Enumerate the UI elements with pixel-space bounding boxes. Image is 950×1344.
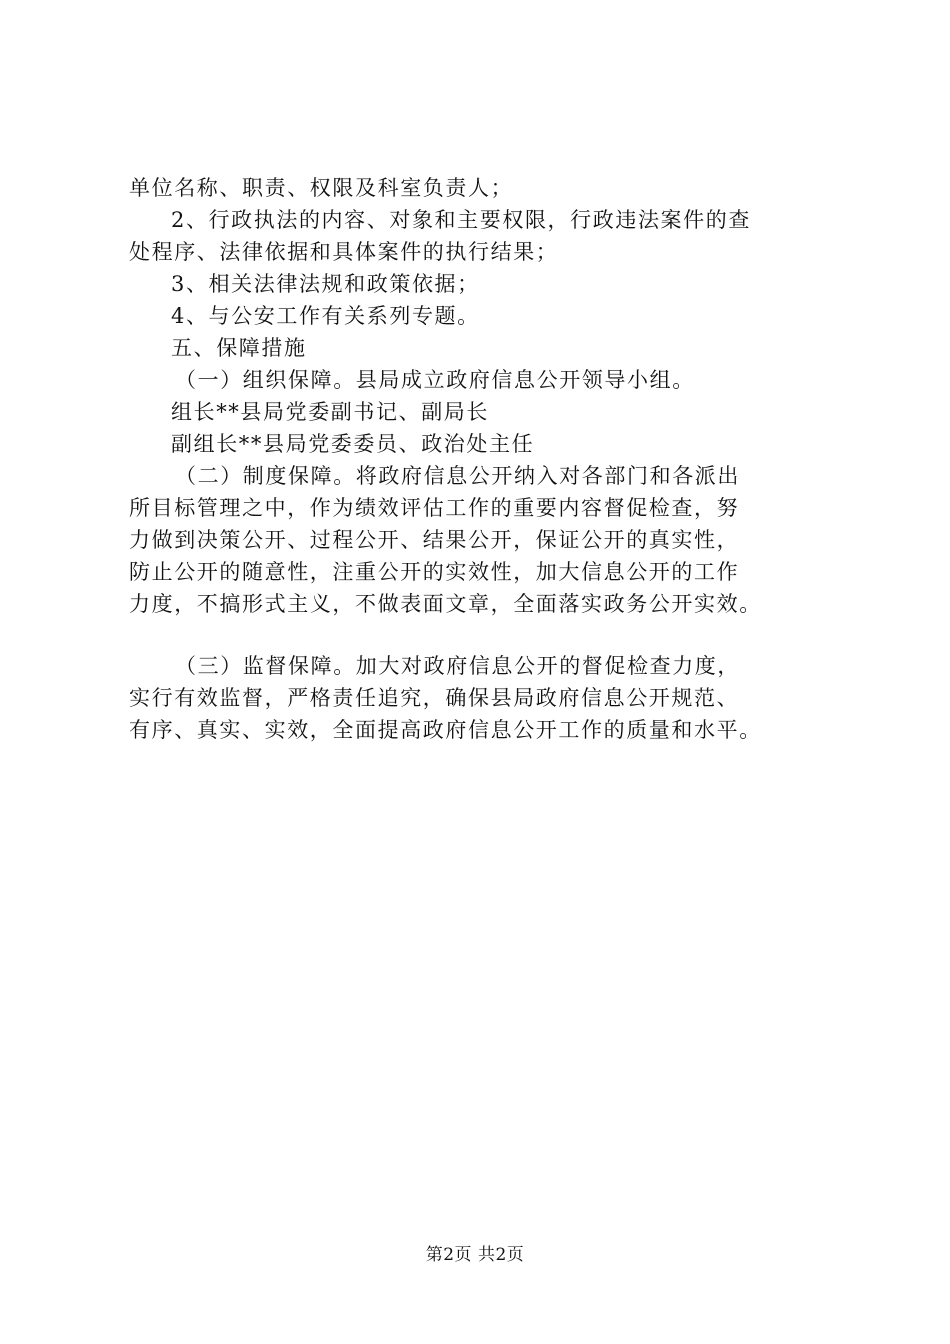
text-line: （三）监督保障。加大对政府信息公开的督促检查力度， <box>175 654 740 678</box>
text-line: （二）制度保障。将政府信息公开纳入对各部门和各派出 <box>175 464 740 488</box>
text-line: 处程序、法律依据和具体案件的执行结果； <box>129 240 559 264</box>
text-line: 副组长**县局党委委员、政治处主任 <box>171 432 535 456</box>
text-line: 4、与公安工作有关系列专题。 <box>171 304 480 328</box>
paragraph-gap <box>129 620 849 650</box>
text-line: 力度，不搞形式主义，不做表面文章，全面落实政务公开实效。 <box>129 592 762 616</box>
page-number: 第2页 共2页 <box>425 1245 525 1265</box>
document-body <box>129 172 849 746</box>
text-line: 力做到决策公开、过程公开、结果公开，保证公开的真实性， <box>129 528 740 552</box>
text-line: 单位名称、职责、权限及科室负责人； <box>129 176 514 200</box>
text-line: 组长**县局党委副书记、副局长 <box>171 400 489 424</box>
text-line: 防止公开的随意性，注重公开的实效性，加大信息公开的工作 <box>129 560 740 584</box>
text-line: 2、行政执法的内容、对象和主要权限，行政违法案件的查 <box>171 208 751 232</box>
text-line: 所目标管理之中，作为绩效评估工作的重要内容督促检查，努 <box>129 496 740 520</box>
section-heading: 五、保障措施 <box>171 336 307 360</box>
text-line: 3、相关法律法规和政策依据； <box>171 272 480 296</box>
text-line: 有序、真实、实效，全面提高政府信息公开工作的质量和水平。 <box>129 718 762 742</box>
text-line: （一）组织保障。县局成立政府信息公开领导小组。 <box>175 368 695 392</box>
text-line: 实行有效监督，严格责任追究，确保县局政府信息公开规范、 <box>129 686 740 710</box>
